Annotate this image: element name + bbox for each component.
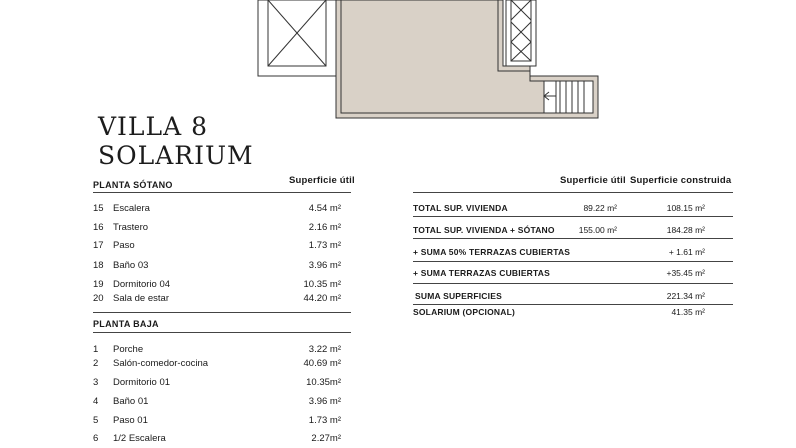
table-row <box>93 260 351 274</box>
divider <box>413 216 733 217</box>
table-row <box>93 415 351 429</box>
divider <box>413 192 733 193</box>
divider <box>413 261 733 262</box>
room-name: Paso 01 <box>113 415 148 426</box>
summary-construida: 41.35 m² <box>671 307 705 317</box>
room-number: 16 <box>93 222 104 233</box>
divider <box>413 304 733 305</box>
room-number: 15 <box>93 203 104 214</box>
room-number: 20 <box>93 293 104 304</box>
divider <box>93 332 351 333</box>
room-number: 2 <box>93 358 99 369</box>
room-name: Dormitorio 04 <box>113 279 171 290</box>
section-planta-sotano: PLANTA SÓTANO <box>93 180 173 190</box>
room-name: Paso <box>113 240 135 251</box>
divider <box>413 283 733 284</box>
summary-label: TOTAL SUP. VIVIENDA <box>413 203 508 213</box>
room-name: Escalera <box>113 203 150 214</box>
summary-util: 155.00 m² <box>578 225 617 235</box>
room-area: 10.35 m² <box>303 279 341 290</box>
summary-label: + SUMA TERRAZAS CUBIERTAS <box>413 268 550 278</box>
summary-construida: +35.45 m² <box>666 268 705 278</box>
room-area: 1.73 m² <box>308 240 341 251</box>
room-area: 44.20 m² <box>303 293 341 304</box>
room-name: Baño 03 <box>113 260 149 271</box>
table-row <box>93 433 351 447</box>
summary-label: TOTAL SUP. VIVIENDA + SÓTANO <box>413 225 555 235</box>
room-name: Sala de estar <box>113 293 169 304</box>
table-row <box>93 203 351 217</box>
room-number: 17 <box>93 240 104 251</box>
summary-construida: 108.15 m² <box>666 203 705 213</box>
room-name: Salón-comedor-cocina <box>113 358 209 369</box>
summary-util: 89.22 m² <box>583 203 617 213</box>
villa-title: VILLA 8 <box>98 112 209 141</box>
table-row <box>93 279 351 293</box>
table-row <box>413 203 733 217</box>
table-row <box>413 291 733 305</box>
col-header-superficie-util: Superficie útil <box>560 175 626 186</box>
room-number: 18 <box>93 260 104 271</box>
summary-label: SUMA SUPERFICIES <box>415 291 502 301</box>
table-row <box>93 377 351 391</box>
col-header-superficie-util: Superficie útil <box>289 175 355 186</box>
room-area: 2.27m² <box>311 433 341 444</box>
room-name: Baño 01 <box>113 396 149 407</box>
divider <box>93 192 351 193</box>
table-row <box>93 358 351 372</box>
room-name: Trastero <box>113 222 149 233</box>
room-number: 5 <box>93 415 99 426</box>
room-area: 10.35m² <box>306 377 341 388</box>
table-row <box>93 396 351 410</box>
divider <box>413 238 733 239</box>
room-number: 3 <box>93 377 99 388</box>
summary-label: SOLARIUM (OPCIONAL) <box>413 307 516 317</box>
room-area: 4.54 m² <box>308 203 341 214</box>
table-row <box>93 222 351 236</box>
room-area: 3.96 m² <box>308 260 341 271</box>
villa-subtitle: SOLARIUM <box>98 141 254 170</box>
divider <box>93 312 351 313</box>
room-area: 40.69 m² <box>303 358 341 369</box>
room-area: 2.16 m² <box>308 222 341 233</box>
table-row <box>413 307 733 321</box>
table-row <box>413 225 733 239</box>
room-number: 19 <box>93 279 104 290</box>
summary-construida: 184.28 m² <box>666 225 705 235</box>
room-number: 6 <box>93 433 99 444</box>
room-name: Dormitorio 01 <box>113 377 171 388</box>
room-area: 3.96 m² <box>308 396 341 407</box>
table-row <box>93 293 351 307</box>
table-row <box>413 268 733 282</box>
room-name: 1/2 Escalera <box>113 433 166 444</box>
table-row <box>413 247 733 261</box>
col-header-superficie-construida: Superficie construida <box>630 175 732 186</box>
room-area: 3.22 m² <box>308 344 341 355</box>
section-planta-baja: PLANTA BAJA <box>93 319 159 329</box>
summary-label: + SUMA 50% TERRAZAS CUBIERTAS <box>413 247 571 257</box>
solarium-floor-plan <box>0 0 796 124</box>
table-row <box>93 240 351 254</box>
room-name: Porche <box>113 344 144 355</box>
room-number: 4 <box>93 396 99 407</box>
summary-construida: 221.34 m² <box>666 291 705 301</box>
room-number: 1 <box>93 344 99 355</box>
room-area: 1.73 m² <box>308 415 341 426</box>
table-row <box>93 344 351 358</box>
summary-construida: + 1.61 m² <box>668 247 705 257</box>
